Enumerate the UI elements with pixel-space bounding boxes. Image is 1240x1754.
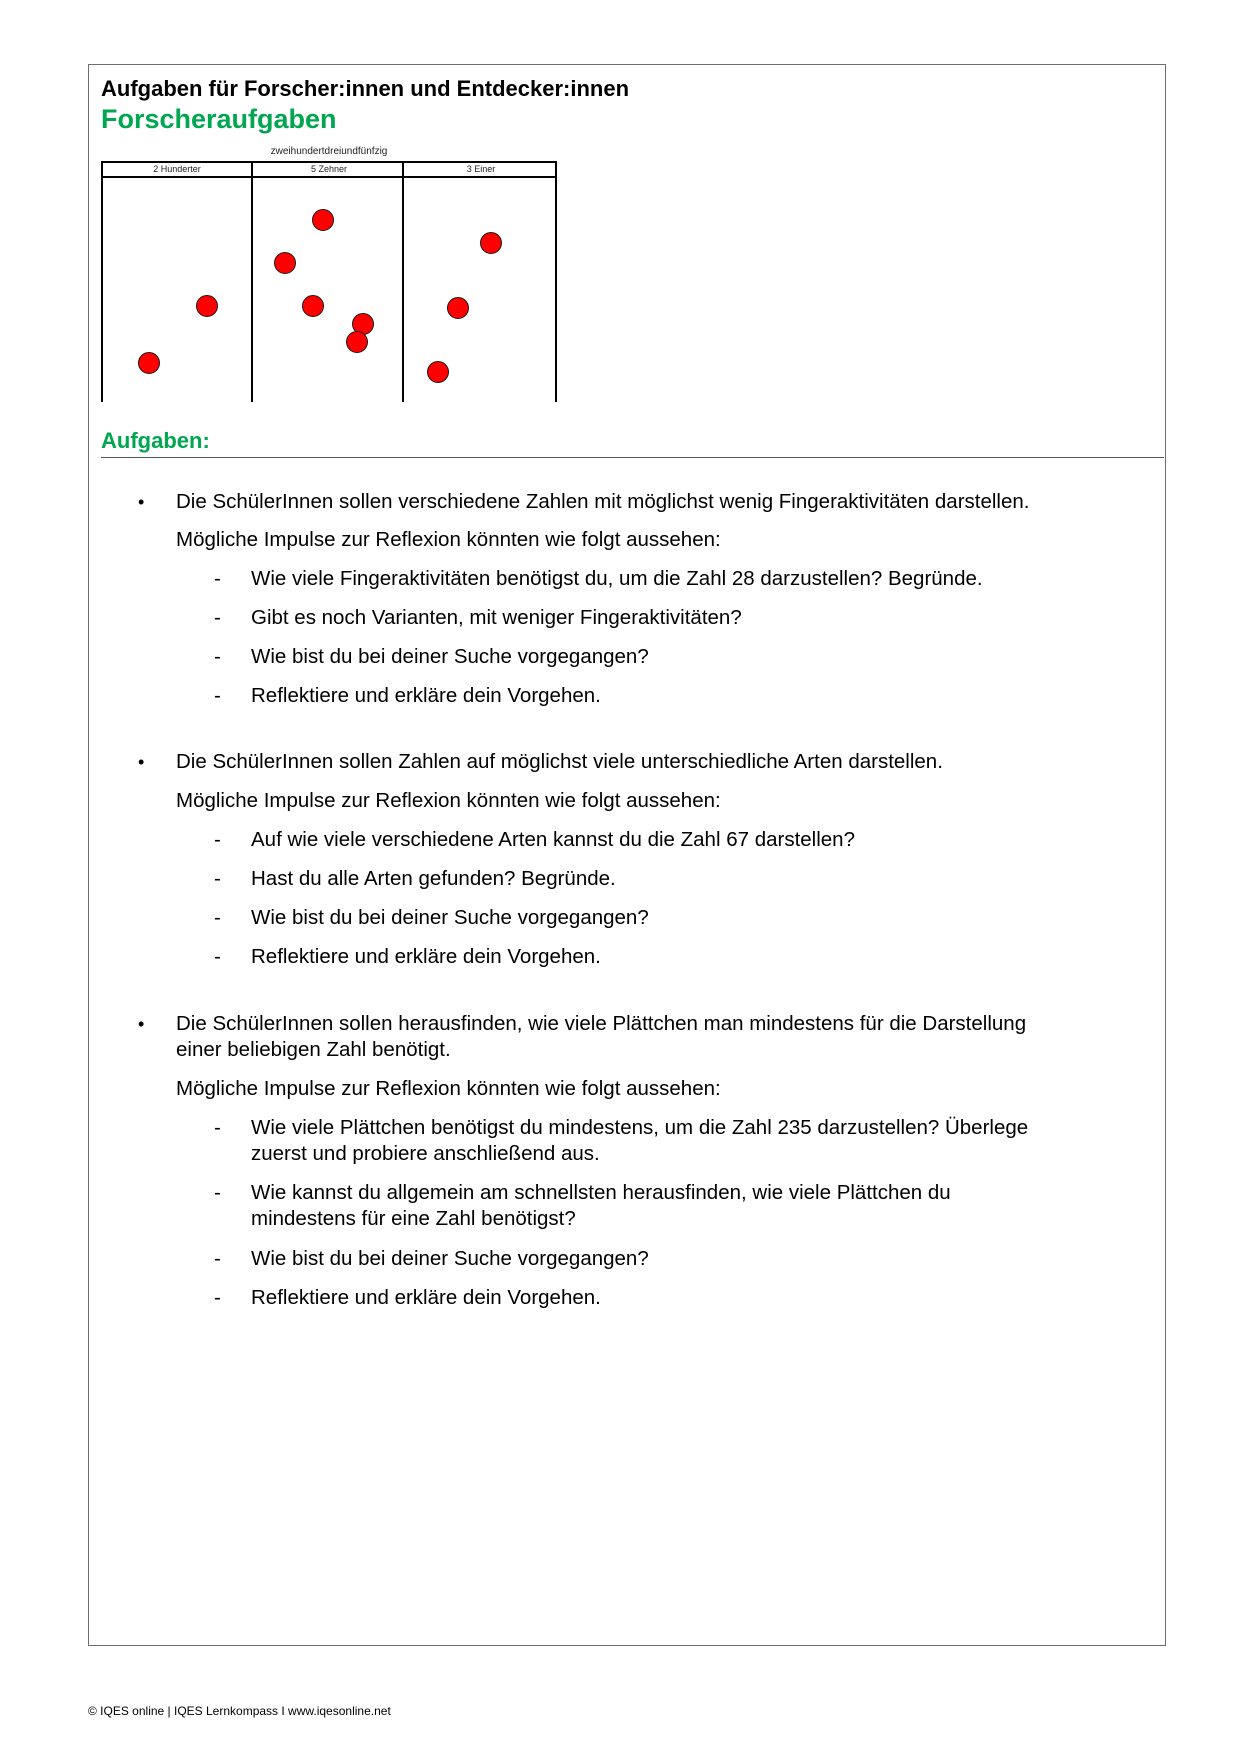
impulse-text: Reflektiere und erkläre dein Vorgehen.	[251, 684, 601, 707]
dash-icon: -	[214, 867, 221, 890]
task-text: Die SchülerInnen sollen herausfinden, wie viele Plättchen man mindestens für die Darstellung	[176, 1012, 1027, 1035]
counter-chip-tens	[312, 209, 334, 231]
dash-icon: -	[214, 1286, 221, 1309]
column-header-hundreds: 2 Hunderter	[153, 164, 201, 174]
dash-icon: -	[214, 1116, 221, 1139]
page-subtitle: Forscheraufgaben	[101, 104, 337, 134]
counter-chip-tens	[302, 295, 324, 317]
tasks-heading: Aufgaben:	[101, 428, 210, 453]
number-word-caption: zweihundertdreiundfünfzig	[270, 146, 388, 157]
counter-chip-hundreds	[138, 352, 160, 374]
task-text: einer beliebigen Zahl benötigt.	[176, 1038, 451, 1061]
dash-icon: -	[214, 645, 221, 668]
place-value-table	[101, 161, 557, 402]
impulse-text: Wie kannst du allgemein am schnellsten herausfinden, wie viele Plättchen du	[251, 1181, 951, 1204]
impulse-text: Wie bist du bei deiner Suche vorgegangen?	[251, 906, 649, 929]
counter-chip-hundreds	[196, 295, 218, 317]
reflection-intro: Mögliche Impulse zur Reflexion könnten wie folgt aussehen:	[176, 789, 721, 812]
bullet-icon: •	[138, 752, 145, 772]
dash-icon: -	[214, 906, 221, 929]
counter-chip-ones	[480, 232, 502, 254]
dash-icon: -	[214, 567, 221, 590]
page-title: Aufgaben für Forscher:innen und Entdecker:innen	[101, 76, 630, 101]
counter-chip-tens	[274, 252, 296, 274]
column-divider	[555, 161, 557, 402]
dash-icon: -	[214, 684, 221, 707]
impulse-text: Reflektiere und erkläre dein Vorgehen.	[251, 945, 601, 968]
counter-chip-ones	[447, 297, 469, 319]
counter-chip-ones	[427, 361, 449, 383]
column-header-ones: 3 Einer	[466, 164, 496, 174]
impulse-text: Wie viele Plättchen benötigst du mindestens, um die Zahl 235 darzustellen? Überlege	[251, 1116, 1029, 1139]
dash-icon: -	[214, 945, 221, 968]
column-divider	[101, 161, 103, 402]
impulse-text: Auf wie viele verschiedene Arten kannst du die Zahl 67 darstellen?	[251, 828, 855, 851]
counter-chip-tens	[346, 331, 368, 353]
footer-copyright: © IQES online | IQES Lernkompass I www.iqesonline.net	[88, 1704, 391, 1718]
dash-icon: -	[214, 1181, 221, 1204]
column-divider	[402, 161, 404, 402]
dash-icon: -	[214, 828, 221, 851]
column-divider	[251, 161, 253, 402]
impulse-text: Reflektiere und erkläre dein Vorgehen.	[251, 1286, 601, 1309]
impulse-text: Wie viele Fingeraktivitäten benötigst du, um die Zahl 28 darzustellen? Begründe.	[251, 567, 983, 590]
impulse-text: mindestens für eine Zahl benötigst?	[251, 1207, 576, 1230]
column-header-tens: 5 Zehner	[310, 164, 348, 174]
task-text: Die SchülerInnen sollen verschiedene Zahlen mit möglichst wenig Fingeraktivitäten darstellen.	[176, 490, 1030, 513]
impulse-text: Hast du alle Arten gefunden? Begründe.	[251, 867, 616, 890]
place-value-header-row	[101, 161, 557, 178]
dash-icon: -	[214, 1247, 221, 1270]
bullet-icon: •	[138, 492, 145, 512]
place-value-chart	[101, 146, 557, 402]
impulse-text: Gibt es noch Varianten, mit weniger Fingeraktivitäten?	[251, 606, 742, 629]
reflection-intro: Mögliche Impulse zur Reflexion könnten wie folgt aussehen:	[176, 528, 721, 551]
impulse-text: Wie bist du bei deiner Suche vorgegangen?	[251, 1247, 649, 1270]
impulse-text: Wie bist du bei deiner Suche vorgegangen?	[251, 645, 649, 668]
heading-divider	[101, 457, 1164, 458]
reflection-intro: Mögliche Impulse zur Reflexion könnten wie folgt aussehen:	[176, 1077, 721, 1100]
dash-icon: -	[214, 606, 221, 629]
task-text: Die SchülerInnen sollen Zahlen auf möglichst viele unterschiedliche Arten darstellen.	[176, 750, 943, 773]
impulse-text: zuerst und probiere anschließend aus.	[251, 1142, 600, 1165]
bullet-icon: •	[138, 1014, 145, 1034]
